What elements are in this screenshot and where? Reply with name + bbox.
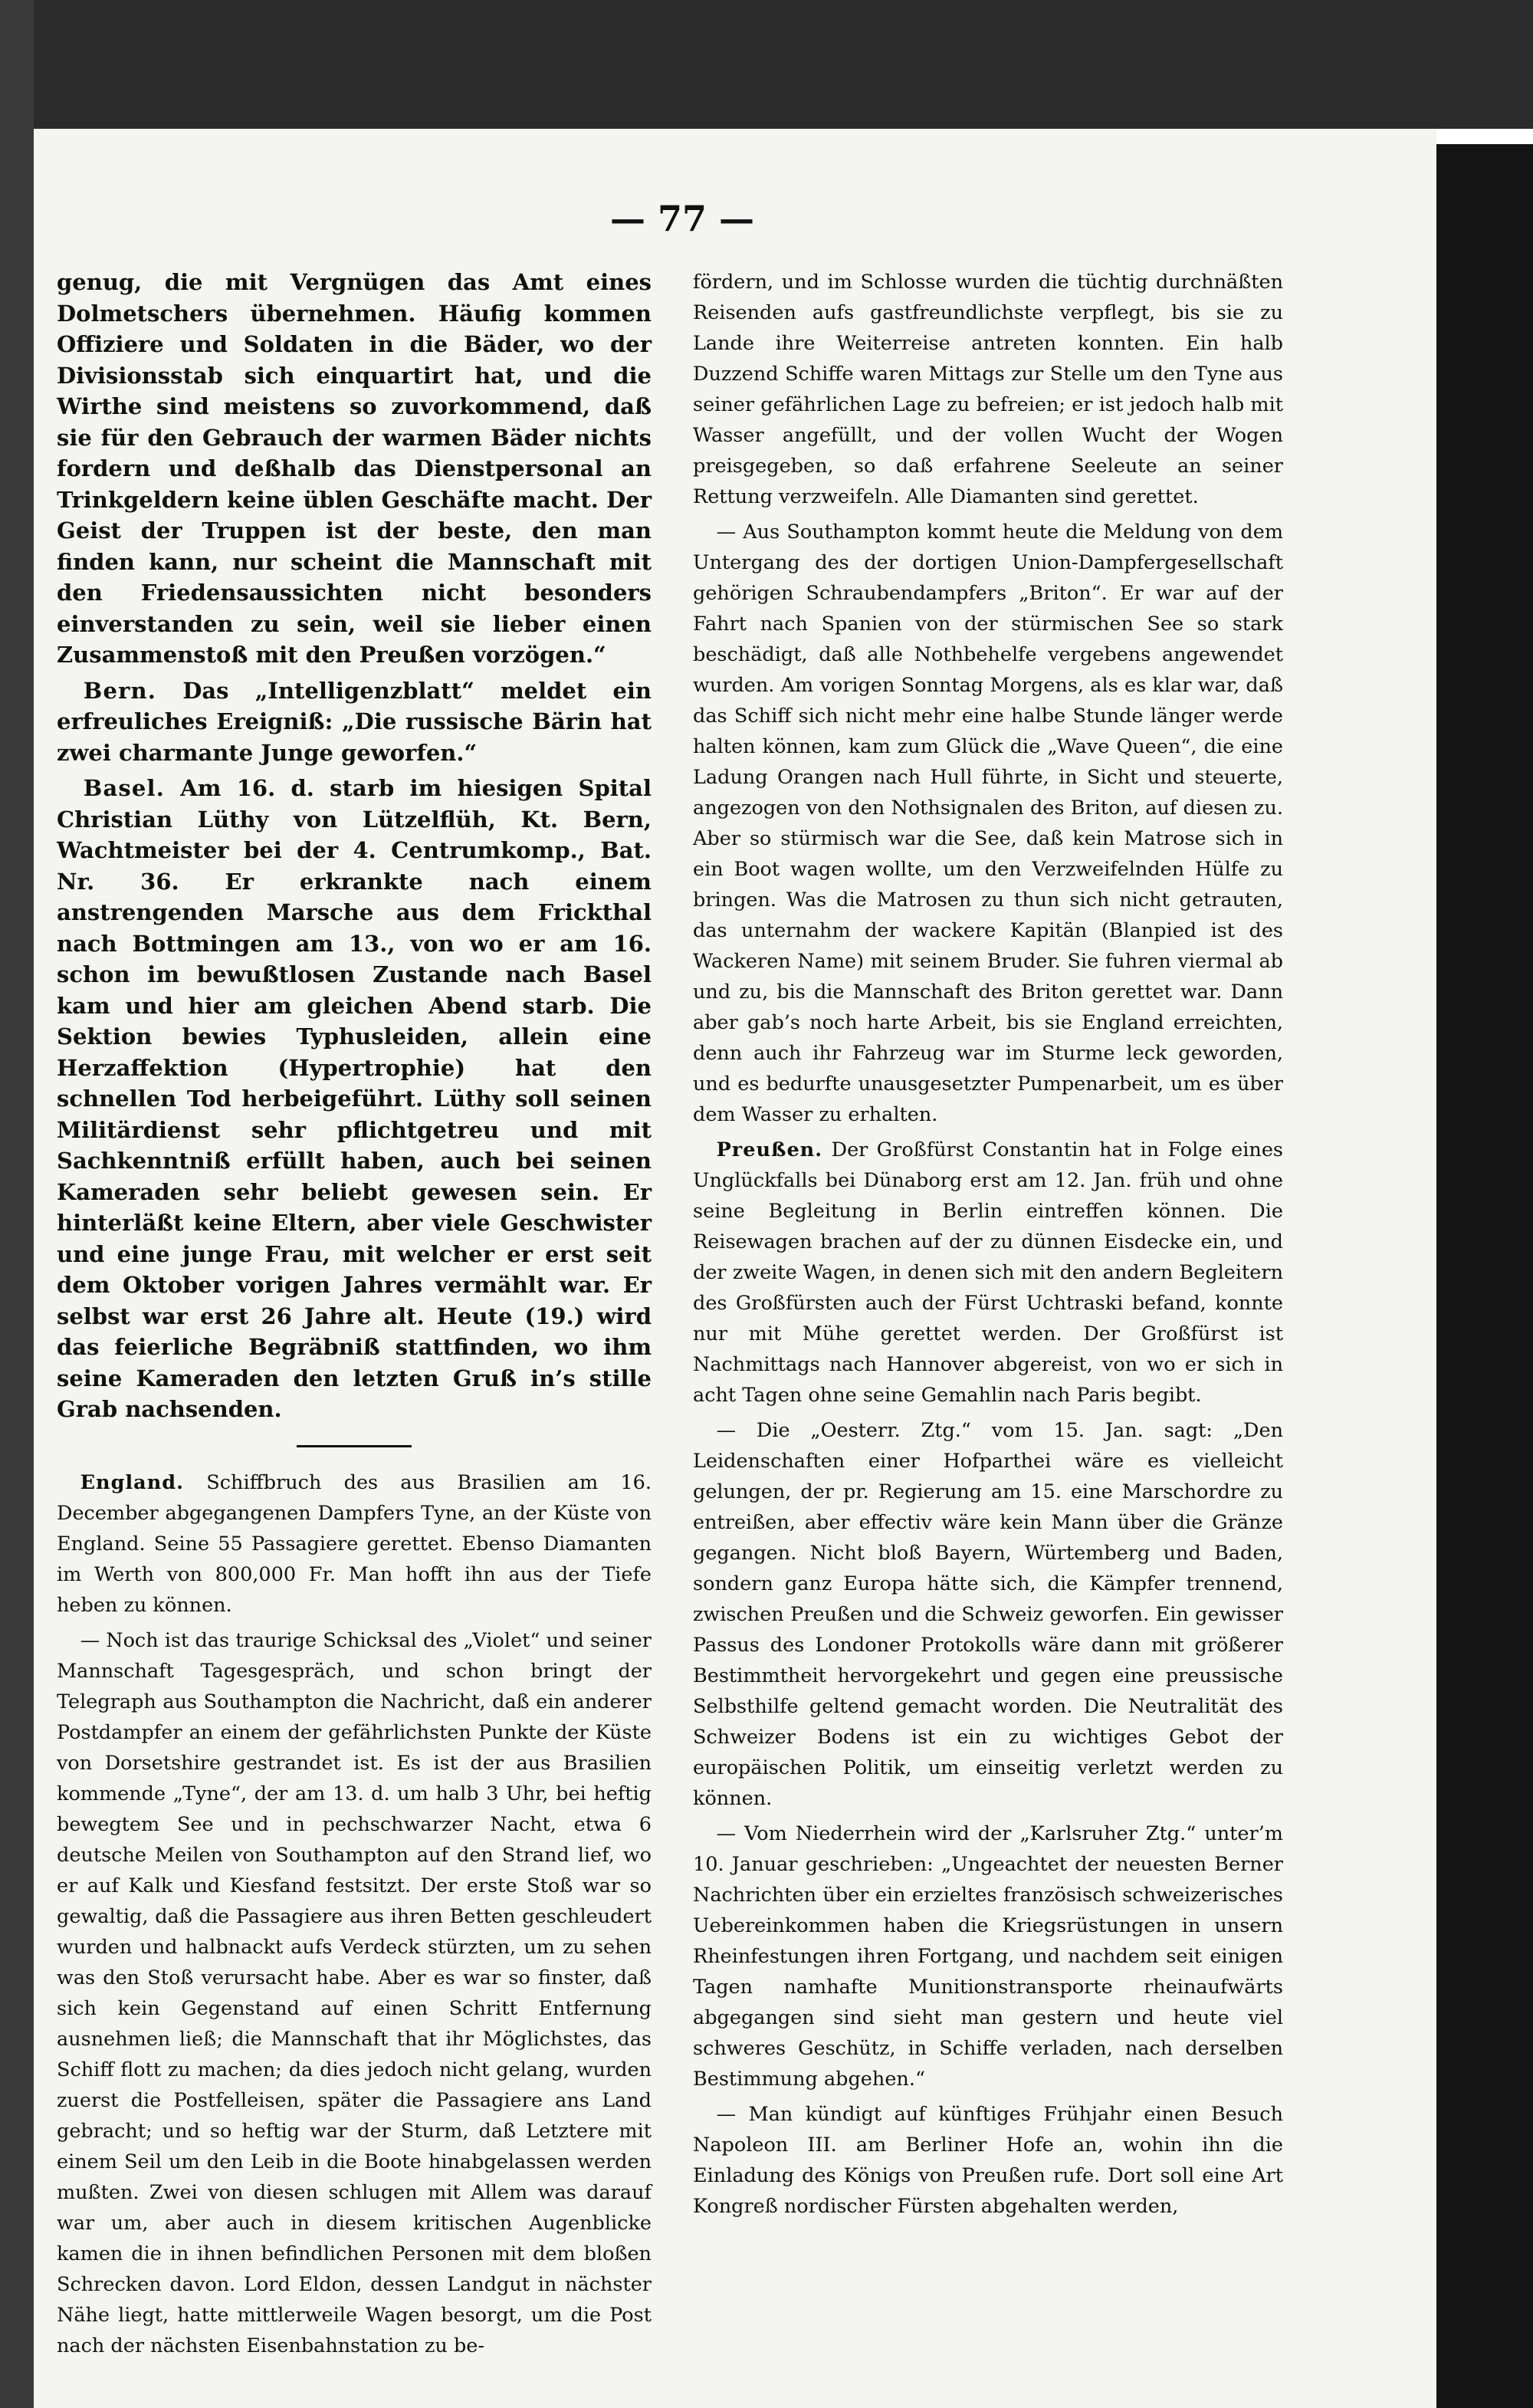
bern-article	[57, 675, 652, 769]
basel-heading: Basel.	[83, 775, 165, 801]
england-heading: England.	[80, 1470, 185, 1494]
briton-article: — Aus Southampton kommt heute die Meldung von dem Untergang des der dortigen Union-Dampfergesellschaft gehörigen Schraubendampfers „Briton“. Er war auf der Fahrt nach Spanien von der stürmischen See so stark beschädigt, daß alle Nothbehelfe vergebens angewendet wurden. Am vorigen Sonntag Morgens, als es klar war, daß das Schiff sich nicht mehr eine halbe Stunde länger werde halten können, kam zum Glück die „Wave Queen“, die eine Ladung Orangen nach Hull führte, in Sicht und steuerte, angezogen von den Nothsignalen des Briton, auf diesen zu. Aber so stürmisch war die See, daß kein Matrose sich in ein Boot wagen wollte, um den Verzweifelnden Hülfe zu bringen. Was die Matrosen zu thun sich nicht getrauten, das unternahm der wackere Kapitän (Blanpied ist des Wackeren Name) mit seinem Bruder. Sie fuhren viermal ab und zu, bis die Mannschaft des Briton gerettet war. Dann aber gab’s noch harte Arbeit, bis sie England erreichten, denn auch ihr Fahrzeug war im Sturme leck geworden, und es bedurfte unausgesetzter Pumpenarbeit, um es über dem Wasser zu erhalten.	[693, 521, 1283, 1126]
scan-border-left	[0, 0, 34, 2408]
england-text: Schiffbruch des aus Brasilien am 16. December abgegangenen Dampfers Tyne, an der Küste von England. Seine 55 Passagiere gerettet. Ebenso Diamanten im Werth von 800,000 Fr. Man hofft ihn aus der Tiefe heben zu können.	[57, 1470, 652, 1617]
niederrhein-article: — Vom Niederrhein wird der „Karlsruher Ztg.“ unter’m 10. Januar geschrieben: „Ungeachtet der neuesten Berner Nachrichten über ein erzieltes französisch schweizerisches Uebereinkommen haben die Kriegsrüstungen in unsern Rheinfestungen ihren Fortgang, und nachdem seit einigen Tagen namhafte Munitionstransporte rheinaufwärts abgegangen sind sieht man gestern und heute viel schweres Geschütz, in Schiffe verladen, nach derselben Bestimmung abgehen.“	[693, 1822, 1283, 2091]
tyne-continuation-paragraph: fördern, und im Schlosse wurden die tüchtig durchnäßten Reisenden aufs gastfreundlichste verpflegt, bis sie zu Lande ihre Weiterreise antreten konnten. Ein halb Duzzend Schiffe waren Mittags zur Stelle um den Tyne aus seiner gefährlichen Lage zu befreien; er ist jedoch halb mit Wasser angefüllt, und der vollen Wucht der Wogen preisgegeben, so daß erfahrene Seeleute an seiner Rettung verzweifeln. Alle Diamanten sind gerettet.	[693, 271, 1283, 508]
bern-text: Das „Intelligenzblatt“ meldet ein erfreuliches Ereigniß: „Die russische Bärin hat zwei charmante Junge geworfen.“	[57, 677, 652, 766]
preussen-heading: Preußen.	[716, 1138, 823, 1161]
scan-border-right	[1435, 144, 1533, 2408]
napoleon-article: — Man kündigt auf künftiges Frühjahr einen Besuch Napoleon III. am Berliner Hofe an, wohin ihn die Einladung des Königs von Preußen rufe. Dort soll eine Art Kongreß nordischer Fürsten abgehalten werden,	[693, 2103, 1283, 2218]
page-number: — 77 —	[609, 198, 755, 239]
left-column	[57, 267, 652, 2366]
basel-text: Am 16. d. starb im hiesigen Spital Christian Lüthy von Lützelflüh, Kt. Bern, Wachtmeister bei der 4. Centrumkomp., Bat. Nr. 36. Er erkrankte nach einem anstrengenden Marsche aus dem Frickthal nach Bottmingen am 13., von wo er am 16. schon im bewußtlosen Zustande nach Basel kam und hier am gleichen Abend starb. Die Sektion bewies Typhusleiden, allein eine Herzaffektion (Hypertrophie) hat den schnellen Tod herbeigeführt. Lüthy soll seinen Militärdienst sehr pflichtgetreu und mit Sachkenntniß erfüllt haben, auch bei seinen Kameraden sehr beliebt gewesen sein. Er hinterläßt keine Eltern, aber viele Geschwister und eine junge Frau, mit welcher er erst seit dem Oktober vorigen Jahres vermählt war. Er selbst war erst 26 Jahre alt. Heute (19.) wird das feierliche Begräbniß stattfinden, wo ihm seine Kameraden den letzten Gruß in’s stille Grab nachsenden.	[57, 775, 652, 1422]
right-column	[693, 267, 1283, 2226]
bern-heading: Bern.	[83, 677, 157, 704]
swiss-troops-paragraph: genug, die mit Vergnügen das Amt eines Dolmetschers übernehmen. Häufig kommen Offiziere und Soldaten in die Bäder, wo der Divisionsstab sich einquartirt hat, und die Wirthe sind meistens so zuvorkommend, daß sie für den Gebrauch der warmen Bäder nichts fordern und deßhalb das Dienstpersonal an Trinkgeldern keine üblen Geschäfte macht. Der Geist der Truppen ist der beste, den man finden kann, nur scheint die Mannschaft mit den Friedensaussichten nicht besonders einverstanden zu sein, weil sie lieber einen Zusammenstoß mit den Preußen vorzögen.“	[57, 269, 652, 668]
violet-tyne-article: — Noch ist das traurige Schicksal des „Violet“ und seiner Mannschaft Tagesgespräch, und schon bringt der Telegraph aus Southampton die Nachricht, daß ein anderer Postdampfer an einem der gefährlichsten Punkte der Küste von Dorsetshire gestrandet ist. Es ist der aus Brasilien kommende „Tyne“, der am 13. d. um halb 3 Uhr, bei heftig bewegtem See und in pechschwarzer Nacht, etwa 6 deutsche Meilen von Southampton auf den Strand lief, wo er auf Kalk und Kiesfand festsitzt. Der erste Stoß war so gewaltig, daß die Passagiere aus ihren Betten geschleudert wurden und halbnackt aufs Verdeck stürzten, um zu sehen was den Stoß verursacht habe. Aber es war so finster, daß sich kein Gegenstand auf einen Schritt Entfernung ausnehmen ließ; die Mannschaft that ihr Möglichstes, das Schiff flott zu machen; da dies jedoch nicht gelang, wurden zuerst die Postfelleisen, später die Passagiere ans Land gebracht; und so heftig war der Sturm, daß Letztere mit einem Seil um den Leib in die Boote hinabgelassen werden mußten. Zwei von diesen schlugen mit Allem was darauf war um, aber auch in diesem kritischen Augenblicke kamen die in ihnen befindlichen Personen mit dem bloßen Schrecken davon. Lord Eldon, dessen Landgut in nächster Nähe liegt, hatte mittlerweile Wagen besorgt, um die Post nach der nächsten Eisenbahnstation zu be-	[57, 1628, 652, 2357]
england-article	[57, 1467, 652, 1621]
section-divider	[297, 1445, 412, 1447]
preussen-article	[693, 1135, 1283, 1411]
scan-border-top	[0, 0, 1533, 129]
basel-article	[57, 773, 652, 1425]
oesterr-ztg-article: — Die „Oesterr. Ztg.“ vom 15. Jan. sagt: „Den Leidenschaften einer Hofparthei wäre es vielleicht gelungen, der pr. Regierung am 15. eine Marschordre zu entreißen, aber effectiv wäre kein Mann über die Gränze gegangen. Nicht bloß Bayern, Würtemberg und Baden, sondern ganz Europa hätte sich, die Kämpfer trennend, zwischen Preußen und die Schweiz geworfen. Ein gewisser Passus des Londoner Protokolls wäre dann mit größerer Bestimmtheit hervorgekehrt und gegen eine preussische Selbsthilfe geltend gemacht worden. Die Neutralität des Schweizer Bodens ist ein zu wichtiges Gebot der europäischen Politik, um einseitig verletzt werden zu können.	[693, 1419, 1283, 1810]
preussen-text: Der Großfürst Constantin hat in Folge eines Unglückfalls bei Dünaborg erst am 12. Jan. früh und ohne seine Begleitung in Berlin eintreffen können. Die Reisewagen brachen auf der zu dünnen Eisdecke ein, und der zweite Wagen, in denen sich mit den andern Begleitern des Großfürsten auch der Fürst Uchtraski befand, konnte nur mit Mühe gerettet werden. Der Großfürst ist Nachmittags nach Hannover abgereist, von wo er sich in acht Tagen ohne seine Gemahlin nach Paris begibt.	[693, 1138, 1284, 1407]
